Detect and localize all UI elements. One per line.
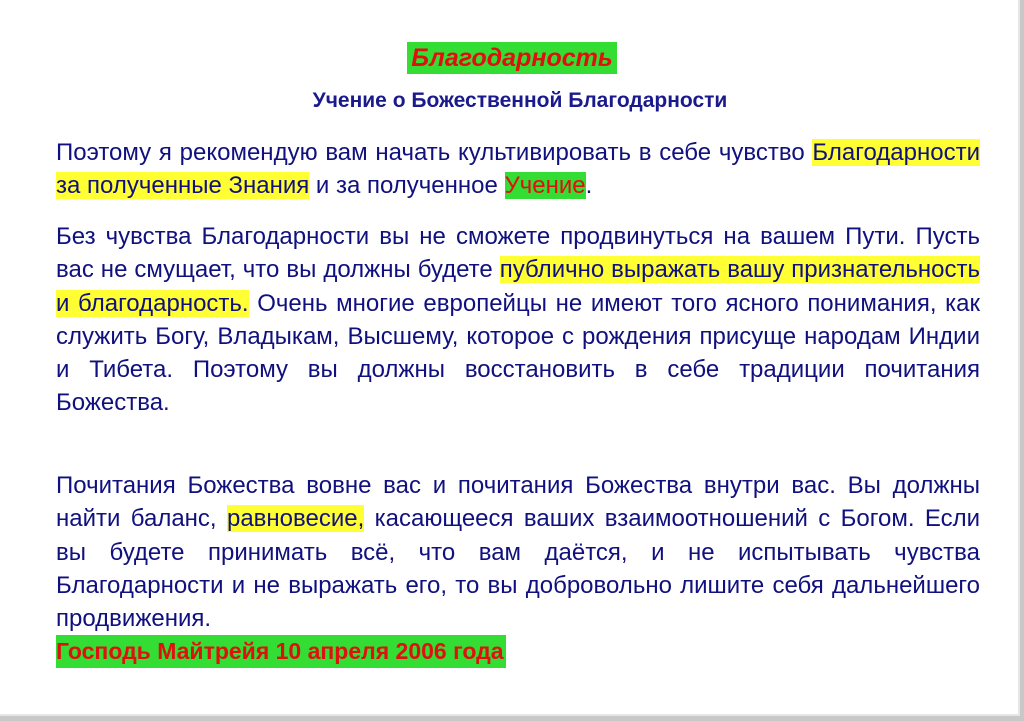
signature: Господь Майтрейя 10 апреля 2006 года (56, 635, 506, 668)
paragraph-2-text-2: Очень многие европейцы не имеют того ясного понимания, как служить Богу, Владыкам, Высшему, которое с рождения присуще народам Индии и Тибета. Поэтому вы должны восстановить в себе традиции почитания Божества. (56, 289, 981, 417)
paragraph-1-text-2: и за полученное (309, 172, 505, 200)
paragraph-1-highlight-2: Учение (504, 172, 586, 200)
paragraph-2-highlight-1: публично выражать вашу признательность и благодарность. (56, 256, 981, 317)
paragraph-2 (56, 220, 980, 420)
paragraph-1-highlight-1: Благодарности за полученные Знания (56, 139, 980, 200)
paragraph-1 (56, 136, 980, 203)
paragraph-3-highlight-1: равновесие, (226, 505, 365, 533)
paragraph-3 (56, 469, 980, 669)
page-title: Благодарность (407, 42, 616, 74)
title-wrap (0, 42, 1024, 74)
page-subtitle: Учение о Божественной Благодарности (312, 89, 728, 112)
paragraph-2-text-1: Без чувства Благодарности вы не сможете продвинуться на вашем Пути. Пусть вас не смущает, что вы должны будете (56, 223, 980, 284)
paragraph-1-text-3: . (585, 172, 593, 200)
paragraph-3-text-2: касающееся ваших взаимоотношений с Богом. Если вы будете принимать всё, что вам даётся, и не испытывать чувства Благодарности и не выражать его, то вы добровольно лишите себя дальнейшего продвижения. (56, 505, 981, 633)
paragraph-1-text-1: Поэтому я рекомендую вам начать культивировать в себе чувство (56, 139, 813, 166)
paragraph-3-text-1: Почитания Божества вовне вас и почитания Божества внутри вас. Вы должны найти баланс, (56, 472, 980, 533)
